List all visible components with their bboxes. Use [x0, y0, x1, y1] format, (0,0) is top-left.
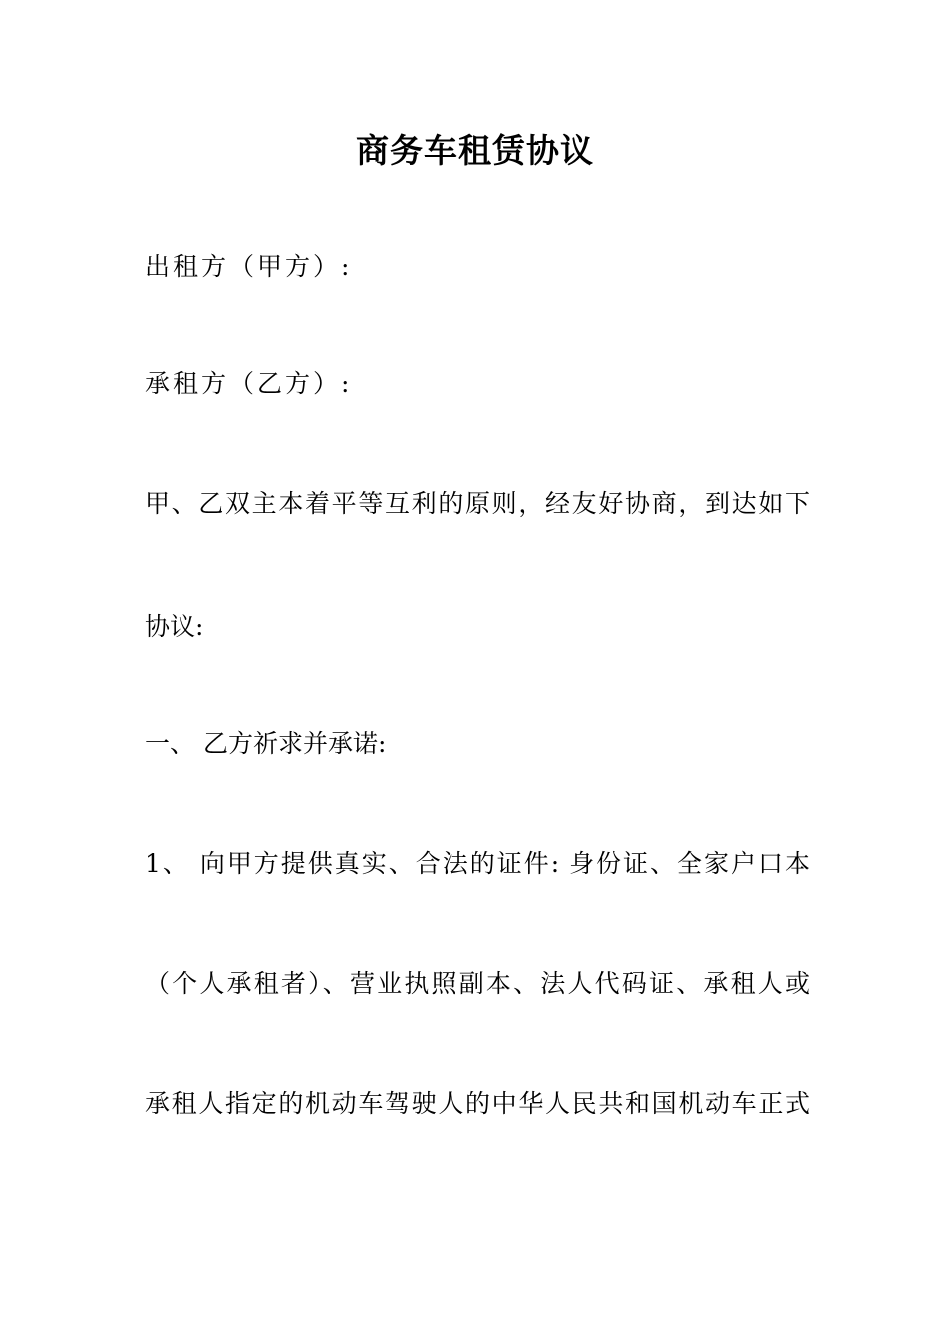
- item-1-line-3: 承租人指定的机动车驾驶人的中华人民共和国机动车正式: [145, 1089, 810, 1118]
- lessor-label: 出租方（甲方）:: [145, 252, 353, 281]
- item-1-line-1: 1、 向甲方提供真实、合法的证件: 身份证、全家户口本: [145, 849, 810, 878]
- lessee-label: 承租方（乙方）:: [145, 369, 353, 398]
- section-1-heading: 一、 乙方祈求并承诺:: [145, 729, 387, 758]
- document-title: 商务车租赁协议: [356, 131, 594, 170]
- item-1-line-2: （个人承租者）、营业执照副本、法人代码证、承租人或: [145, 969, 810, 998]
- intro-paragraph-line-1: 甲、乙双主本着平等互利的原则，经友好协商，到达如下: [145, 489, 810, 518]
- intro-paragraph-line-2: 协议:: [145, 612, 204, 641]
